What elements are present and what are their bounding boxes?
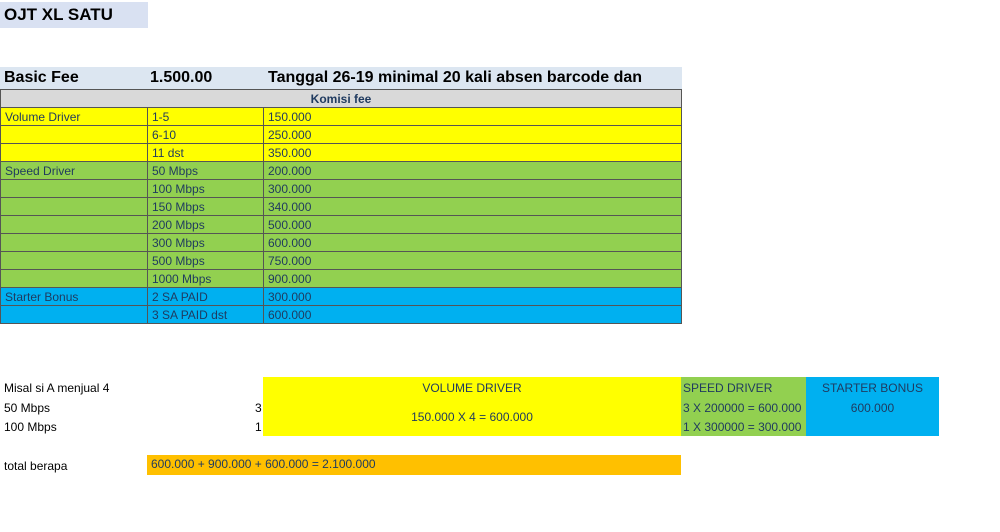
table-row bbox=[1, 216, 682, 234]
fee-cell: 300.000 bbox=[264, 180, 682, 198]
range-cell: 3 SA PAID dst bbox=[148, 306, 264, 324]
example-line1-qty: 3 bbox=[255, 401, 262, 415]
range-cell: 1000 Mbps bbox=[148, 270, 264, 288]
fee-cell: 900.000 bbox=[264, 270, 682, 288]
category-cell: Speed Driver bbox=[1, 162, 148, 180]
range-cell: 50 Mbps bbox=[148, 162, 264, 180]
table-row bbox=[1, 198, 682, 216]
fee-cell: 350.000 bbox=[264, 144, 682, 162]
fee-cell: 500.000 bbox=[264, 216, 682, 234]
starter-bonus-box bbox=[806, 377, 939, 436]
range-cell: 11 dst bbox=[148, 144, 264, 162]
table-row bbox=[1, 144, 682, 162]
speed-driver-box bbox=[681, 377, 806, 436]
range-cell: 150 Mbps bbox=[148, 198, 264, 216]
volume-driver-calc: 150.000 X 4 = 600.000 bbox=[411, 410, 533, 424]
category-cell bbox=[1, 252, 148, 270]
speed-driver-calc-1: 3 X 200000 = 600.000 bbox=[683, 401, 802, 415]
fee-cell: 200.000 bbox=[264, 162, 682, 180]
category-cell: Volume Driver bbox=[1, 108, 148, 126]
table-row bbox=[1, 126, 682, 144]
table-row bbox=[1, 270, 682, 288]
fee-cell: 300.000 bbox=[264, 288, 682, 306]
total-label: total berapa bbox=[4, 459, 68, 473]
fee-cell: 600.000 bbox=[264, 306, 682, 324]
commission-header: Komisi fee bbox=[1, 90, 682, 108]
table-row bbox=[1, 162, 682, 180]
fee-cell: 750.000 bbox=[264, 252, 682, 270]
range-cell: 300 Mbps bbox=[148, 234, 264, 252]
basic-fee-amount: 1.500.00 bbox=[150, 69, 213, 86]
range-cell: 6-10 bbox=[148, 126, 264, 144]
example-line1-label: 50 Mbps bbox=[4, 401, 51, 415]
range-cell: 500 Mbps bbox=[148, 252, 264, 270]
table-row bbox=[1, 288, 682, 306]
basic-fee-note: Tanggal 26-19 minimal 20 kali absen barcode dan bbox=[268, 69, 643, 86]
sheet-title: OJT XL SATU bbox=[0, 2, 148, 28]
category-cell bbox=[1, 306, 148, 324]
total-calc: 600.000 + 900.000 + 600.000 = 2.100.000 bbox=[147, 455, 681, 475]
fee-cell: 340.000 bbox=[264, 198, 682, 216]
table-row bbox=[1, 252, 682, 270]
category-cell bbox=[1, 270, 148, 288]
starter-bonus-title: STARTER BONUS bbox=[822, 381, 923, 395]
range-cell: 2 SA PAID bbox=[148, 288, 264, 306]
range-cell: 200 Mbps bbox=[148, 216, 264, 234]
table-row bbox=[1, 180, 682, 198]
category-cell bbox=[1, 144, 148, 162]
category-cell bbox=[1, 216, 148, 234]
table-row bbox=[1, 306, 682, 324]
category-cell bbox=[1, 126, 148, 144]
basic-fee-label: Basic Fee bbox=[4, 69, 79, 86]
category-cell bbox=[1, 234, 148, 252]
table-row bbox=[1, 108, 682, 126]
speed-driver-title: SPEED DRIVER bbox=[683, 381, 773, 395]
category-cell bbox=[1, 180, 148, 198]
example-intro: Misal si A menjual 4 bbox=[4, 381, 110, 395]
fee-cell: 600.000 bbox=[264, 234, 682, 252]
range-cell: 100 Mbps bbox=[148, 180, 264, 198]
commission-header-row bbox=[1, 90, 682, 108]
fee-cell: 250.000 bbox=[264, 126, 682, 144]
fee-cell: 150.000 bbox=[264, 108, 682, 126]
category-cell bbox=[1, 198, 148, 216]
table-row bbox=[1, 234, 682, 252]
volume-driver-title: VOLUME DRIVER bbox=[422, 381, 522, 395]
example-line2-qty: 1 bbox=[255, 420, 262, 434]
volume-driver-box bbox=[263, 377, 681, 436]
starter-bonus-value: 600.000 bbox=[850, 401, 895, 415]
example-line2-label: 100 Mbps bbox=[4, 420, 57, 434]
range-cell: 1-5 bbox=[148, 108, 264, 126]
category-cell: Starter Bonus bbox=[1, 288, 148, 306]
commission-table bbox=[0, 89, 682, 324]
speed-driver-calc-2: 1 X 300000 = 300.000 bbox=[683, 420, 802, 434]
basic-fee-row bbox=[0, 67, 682, 89]
